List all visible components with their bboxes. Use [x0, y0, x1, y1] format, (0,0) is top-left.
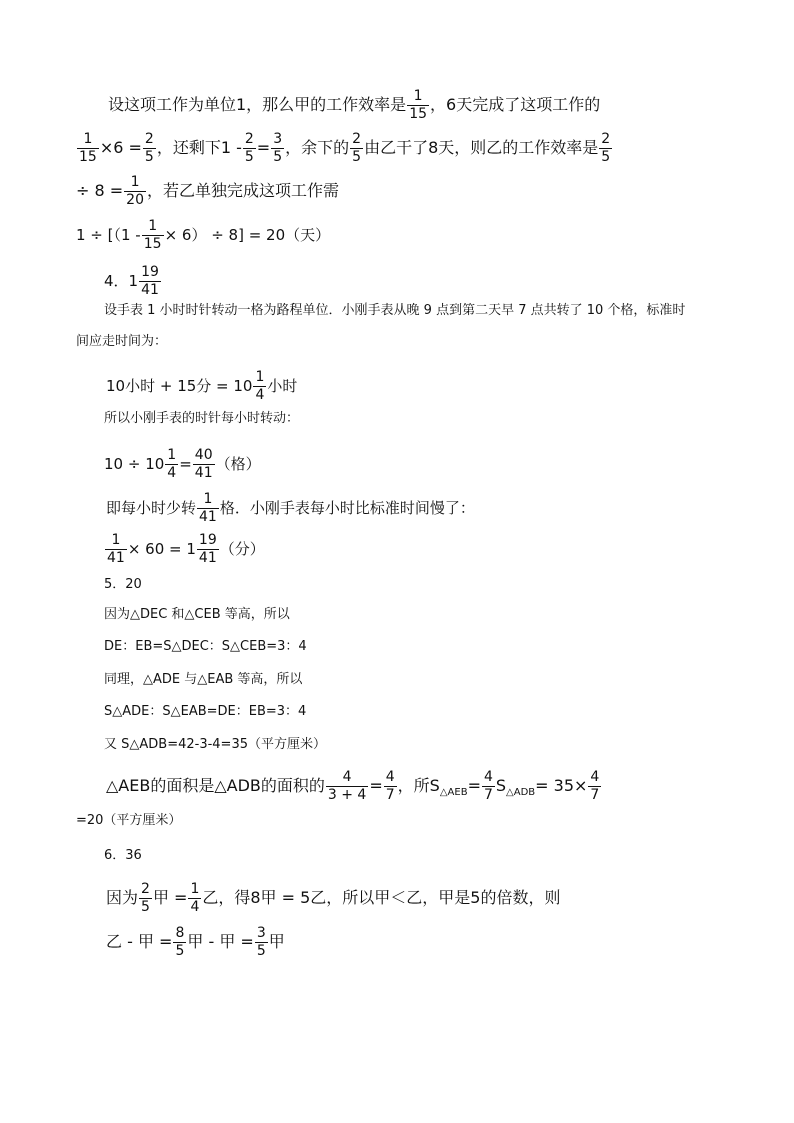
fraction: $\frac{1}{4}$: [167, 447, 177, 481]
fraction: $\frac{4}{7}$: [590, 769, 600, 803]
text: 设这项工作为单位1，那么甲的工作效率是: [108, 95, 407, 114]
fraction: $\frac{2}{5}$: [601, 131, 611, 165]
text-line-4: 1 ÷ [（1 - $\frac{1}{15}$ × 6） ÷ 8] = 20（天）: [76, 218, 331, 252]
fraction: $\frac{4}{7}$: [385, 769, 395, 803]
fraction: $\frac{1}{20}$: [126, 174, 144, 208]
fraction: $\frac{8}{5}$: [175, 925, 185, 959]
text-line-2: $\frac{1}{15}$ ×6 = $\frac{2}{5}$ ，还剩下1 - $\frac{2}{5}$ = $\frac{3}{5}$ ，余下的 $\frac{2}{5}$ 由乙干了8天，则乙的工作效率是 $\frac{2}{5}$: [79, 131, 611, 165]
text-line-23: 乙 - 甲 = $\frac{8}{5}$ 甲 - 甲 = $\frac{3}{5}$ 甲: [106, 925, 285, 959]
fraction: $\frac{1}{15}$: [143, 218, 162, 252]
text-line-12: $\frac{1}{41}$ × 60 = 1 $\frac{19}{41}$ （分）: [107, 532, 265, 566]
answer-6: 6．36: [104, 848, 142, 863]
text-line-16: 同理，△ADE 与△EAB 等高，所以: [104, 672, 303, 687]
text-line-7: 间应走时间为：: [76, 334, 168, 349]
fraction: $\frac{1}{4}$: [190, 881, 200, 915]
fraction: $\frac{4}{7}$: [483, 769, 493, 803]
fraction: $\frac{1}{41}$: [107, 532, 125, 566]
text-line-3: ÷ 8 = $\frac{1}{20}$ ，若乙单独完成这项工作需: [76, 174, 340, 208]
text-line-19: △AEB的面积是△ADB的面积的 $\frac{4}{3 + 4}$ = $\frac{4}{7}$ ，所$S_{\triangle AEB}=$ $\frac{4}{7}$ $S_{\triangle ADB}= 35\times$ $\frac{4}{7}$: [106, 769, 600, 803]
text-line-14: 因为△DEC 和△CEB 等高，所以: [104, 607, 290, 622]
text: ，6天完成了这项工作的: [430, 95, 601, 114]
text-line-18: 又 S△ADB=42-3-4=35（平方厘米）: [104, 737, 326, 752]
fraction: $\frac{2}{5}$: [144, 131, 154, 165]
fraction: $\frac{4}{3 + 4}$: [327, 769, 367, 803]
text-line-1: [108, 89, 600, 122]
text-line-22: 因为 $\frac{2}{5}$ 甲 = $\frac{1}{4}$ 乙，得8甲 = 5乙，所以甲＜乙，甲是5的倍数，则: [106, 881, 561, 915]
fraction: $\frac{40}{41}$: [194, 447, 213, 481]
text-line-17: S△ADE：S△EAB=DE：EB=3：4: [104, 704, 307, 719]
text-line-11: 即每小时少转 $\frac{1}{41}$ 格．小刚手表每小时比标准时间慢了：: [106, 491, 475, 525]
fraction: $\frac{1}{4}$: [255, 369, 265, 403]
fraction: $\frac{2}{5}$: [244, 131, 254, 165]
text-line-9: 所以小刚手表的时针每小时转动：: [104, 411, 300, 426]
text-line-8: 10小时 + 15分 = 10 $\frac{1}{4}$ 小时: [106, 369, 298, 403]
fraction: $\frac{1}{15}$: [409, 88, 428, 122]
fraction: $\frac{19}{41}$: [198, 532, 217, 566]
text-line-15: DE：EB=S△DEC：S△CEB=3：4: [104, 639, 307, 654]
answer-4: 4．1 $\frac{19}{41}$: [104, 264, 159, 298]
fraction: $\frac{3}{5}$: [256, 925, 266, 959]
fraction: $\frac{2}{5}$: [141, 881, 150, 915]
text-line-10: 10 ÷ 10 $\frac{1}{4}$ = $\frac{40}{41}$ （格）: [104, 447, 261, 481]
fraction: $\frac{1}{41}$: [199, 491, 217, 525]
text-line-6: 设手表 1 小时时针转动一格为路程单位．小刚手表从晚 9 点到第二天早 7 点共转了 10 个格，标准时: [104, 303, 686, 318]
fraction: $\frac{3}{5}$: [273, 131, 283, 165]
fraction: $\frac{19}{41}$: [141, 264, 159, 298]
answer-5: 5．20: [104, 577, 142, 592]
text-line-20: =20（平方厘米）: [76, 813, 182, 828]
fraction: $\frac{2}{5}$: [352, 131, 362, 165]
fraction: $\frac{1}{15}$: [79, 131, 97, 165]
